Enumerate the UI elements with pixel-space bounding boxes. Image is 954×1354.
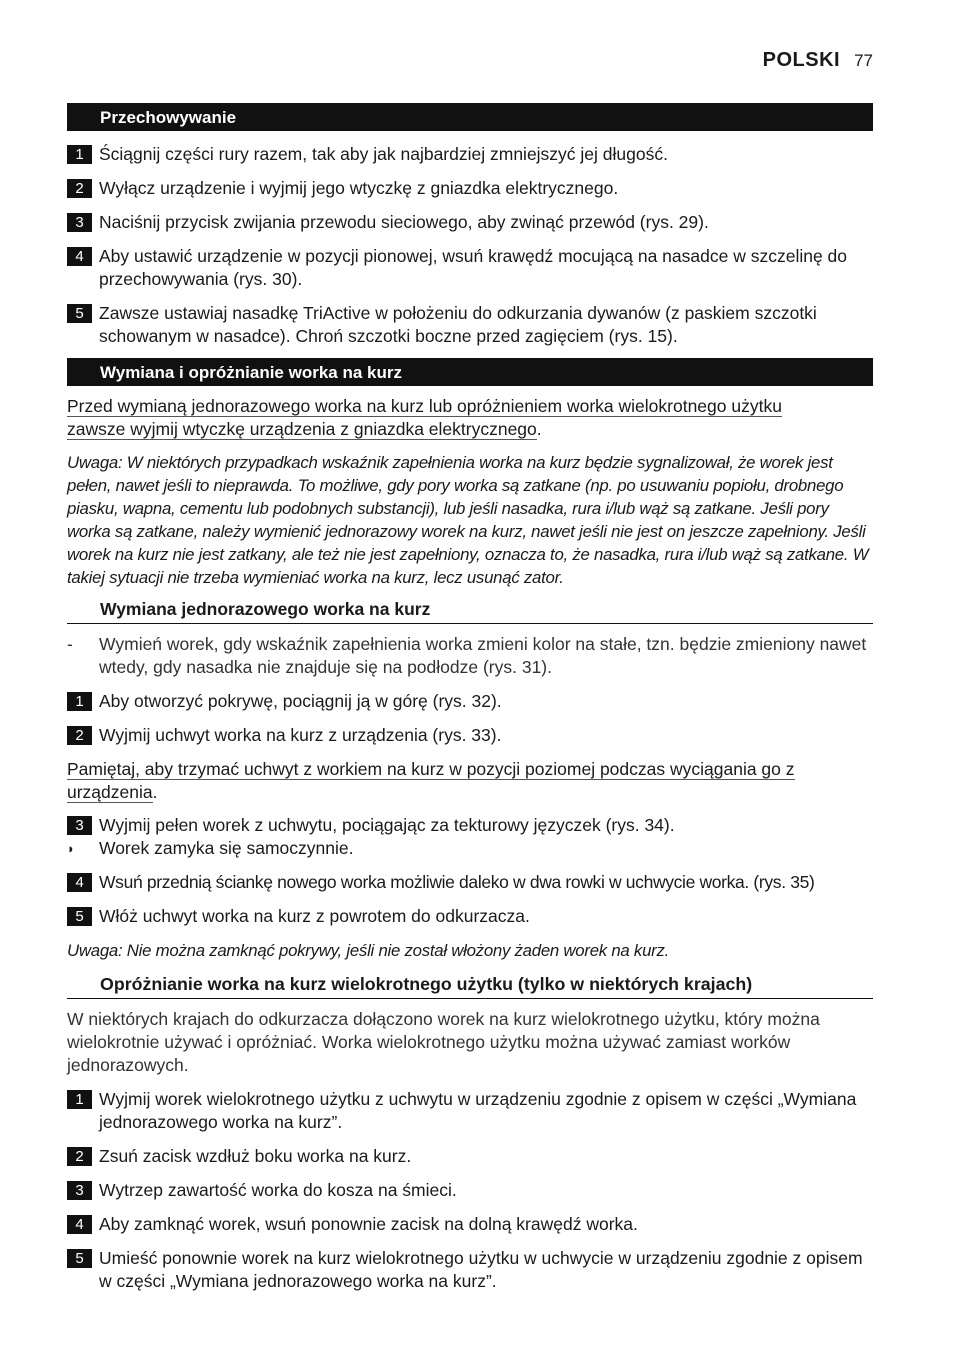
- note-lid: Uwaga: Nie można zamknąć pokrywy, jeśli nie został włożony żaden worek na kurz.: [67, 941, 670, 960]
- step-disposable-1: [67, 690, 873, 713]
- page-header: [763, 49, 873, 72]
- step-text: Wytrzep zawartość worka do kosza na śmieci.: [99, 1180, 457, 1200]
- step-text: Aby ustawić urządzenie w pozycji pionowej, wsuń krawędź mocującą na nasadce w szczelinę do przechowywania (rys. 30).: [99, 246, 848, 289]
- step-number: 1: [67, 1090, 92, 1109]
- step-number: 4: [67, 1215, 92, 1234]
- step-text: Wyjmij pełen worek z uchwytu, pociągając za tekturowy języczek (rys. 34).: [99, 815, 675, 835]
- step-text: Aby zamknąć worek, wsuń ponownie zacisk na dolną krawędź worka.: [99, 1214, 638, 1234]
- section-header-replace: Wymiana i opróżnianie worka na kurz: [67, 358, 873, 386]
- step-number: 2: [67, 726, 92, 745]
- step-storage-2: [67, 177, 873, 200]
- step-text: Ściągnij części rury razem, tak aby jak najbardziej zmniejszyć jej długość.: [99, 144, 668, 164]
- step-number: 5: [67, 907, 92, 926]
- step-disposable-5: [67, 905, 873, 928]
- step-text: Wyjmij uchwyt worka na kurz z urządzenia (rys. 33).: [99, 725, 502, 745]
- step-reusable-1: [67, 1088, 873, 1134]
- step-text: Zsuń zacisk wzdłuż boku worka na kurz.: [99, 1146, 412, 1166]
- step-number: 1: [67, 145, 92, 164]
- step-storage-4: [67, 245, 873, 291]
- step-reusable-4: [67, 1213, 873, 1236]
- result-item: [67, 837, 873, 860]
- step-reusable-5: [67, 1247, 873, 1293]
- step-disposable-4: [67, 871, 873, 894]
- step-text: Włóż uchwyt worka na kurz z powrotem do odkurzacza.: [99, 906, 530, 926]
- step-number: 1: [67, 692, 92, 711]
- result-arrow-icon: ◗: [67, 841, 75, 856]
- step-text: Wyłącz urządzenie i wyjmij jego wtyczkę z gniazdka elektrycznego.: [99, 178, 619, 198]
- step-number: 4: [67, 247, 92, 266]
- step-text: Zawsze ustawiaj nasadkę TriActive w położeniu do odkurzania dywanów (z paskiem szczotki schowanym w nasadce). Chroń szczotki boczne przed zagięciem (rys. 15).: [99, 303, 817, 346]
- step-storage-5: [67, 302, 873, 348]
- subsection-header-disposable: Wymiana jednorazowego worka na kurz: [67, 598, 873, 624]
- step-text: Wyjmij worek wielokrotnego użytku z uchwytu w urządzeniu zgodnie z opisem w części „Wymiana jednorazowego worka na kurz”.: [99, 1089, 857, 1132]
- step-number: 2: [67, 1147, 92, 1166]
- subsection-header-reusable: Opróżnianie worka na kurz wielokrotnego użytku (tylko w niektórych krajach): [67, 973, 873, 999]
- language-label: POLSKI: [762, 49, 841, 71]
- section-header-storage: Przechowywanie: [67, 103, 873, 131]
- step-number: 2: [67, 179, 92, 198]
- step-disposable-3: [67, 814, 873, 837]
- step-text: Wsuń przednią ściankę nowego worka możliwie daleko w dwa rowki w uchwycie worka. (rys. 35): [99, 872, 815, 892]
- step-storage-3: [67, 211, 873, 234]
- step-number: 3: [67, 1181, 92, 1200]
- note-indicator: Uwaga: W niektórych przypadkach wskaźnik zapełnienia worka na kurz będzie sygnalizował, że worek jest pełen, nawet jeśli to nieprawda. To możliwe, gdy pory worka są zatkane (np. po usuwaniu popiołu, drobnego piasku, wapna, cementu lub podobnych substancji), lub jeśli nasadka, rura i/lub wąż są zatkane. Jeśli pory worka są zatkane, należy wymienić jednorazowy worek na kurz, nawet jeśli nie jest on jeszcze zapełniony. Jeśli worek na kurz nie jest zatkany, ale też nie jest zapełniony, oznacza to, że nasadka, rura i/lub wąż są zatkane. W takiej sytuacji nie trzeba wymieniać worka na kurz, lecz usunąć zator.: [67, 453, 869, 587]
- warning-horizontal: Pamiętaj, aby trzymać uchwyt z workiem na kurz w pozycji poziomej podczas wyciągania go z urządzenia.: [67, 759, 795, 802]
- result-text: Worek zamyka się samoczynnie.: [99, 838, 354, 858]
- warning-unplug: Przed wymianą jednorazowego worka na kurz lub opróżnieniem worka wielokrotnego użytku zawsze wyjmij wtyczkę urządzenia z gniazdka elektrycznego.: [67, 396, 782, 439]
- dash-list-item: [67, 633, 873, 679]
- step-number: 3: [67, 213, 92, 232]
- dash-marker: -: [67, 634, 73, 654]
- warning-line: urządzenia: [67, 782, 153, 802]
- reusable-intro: W niektórych krajach do odkurzacza dołączono worek na kurz wielokrotnego użytku, który można wielokrotnie używać i opróżniać. Worka wielokrotnego użytku można używać zamiast worków jednorazowych.: [67, 1009, 820, 1075]
- step-number: 3: [67, 816, 92, 835]
- step-reusable-3: [67, 1179, 873, 1202]
- step-text: Naciśnij przycisk zwijania przewodu sieciowego, aby zwinąć przewód (rys. 29).: [99, 212, 709, 232]
- step-number: 4: [67, 873, 92, 892]
- step-disposable-2: [67, 724, 873, 747]
- warning-line: zawsze wyjmij wtyczkę urządzenia z gniazdka elektrycznego: [67, 419, 537, 439]
- step-reusable-2: [67, 1145, 873, 1168]
- step-storage-1: [67, 143, 873, 166]
- step-number: 5: [67, 1249, 92, 1268]
- dash-item-text: Wymień worek, gdy wskaźnik zapełnienia worka zmieni kolor na stałe, tzn. będzie zmieniony nawet wtedy, gdy nasadka nie znajduje się na podłodze (rys. 31).: [99, 634, 867, 677]
- page-number: 77: [854, 51, 873, 70]
- step-text: Umieść ponownie worek na kurz wielokrotnego użytku w uchwycie w urządzeniu zgodnie z opisem w części „Wymiana jednorazowego worka na kurz”.: [99, 1248, 863, 1291]
- step-text: Aby otworzyć pokrywę, pociągnij ją w górę (rys. 32).: [99, 691, 502, 711]
- page-content: [67, 103, 873, 1293]
- warning-line: Przed wymianą jednorazowego worka na kurz lub opróżnieniem worka wielokrotnego użytku: [67, 396, 782, 416]
- warning-line: Pamiętaj, aby trzymać uchwyt z workiem na kurz w pozycji poziomej podczas wyciągania go z: [67, 759, 795, 779]
- step-number: 5: [67, 304, 92, 323]
